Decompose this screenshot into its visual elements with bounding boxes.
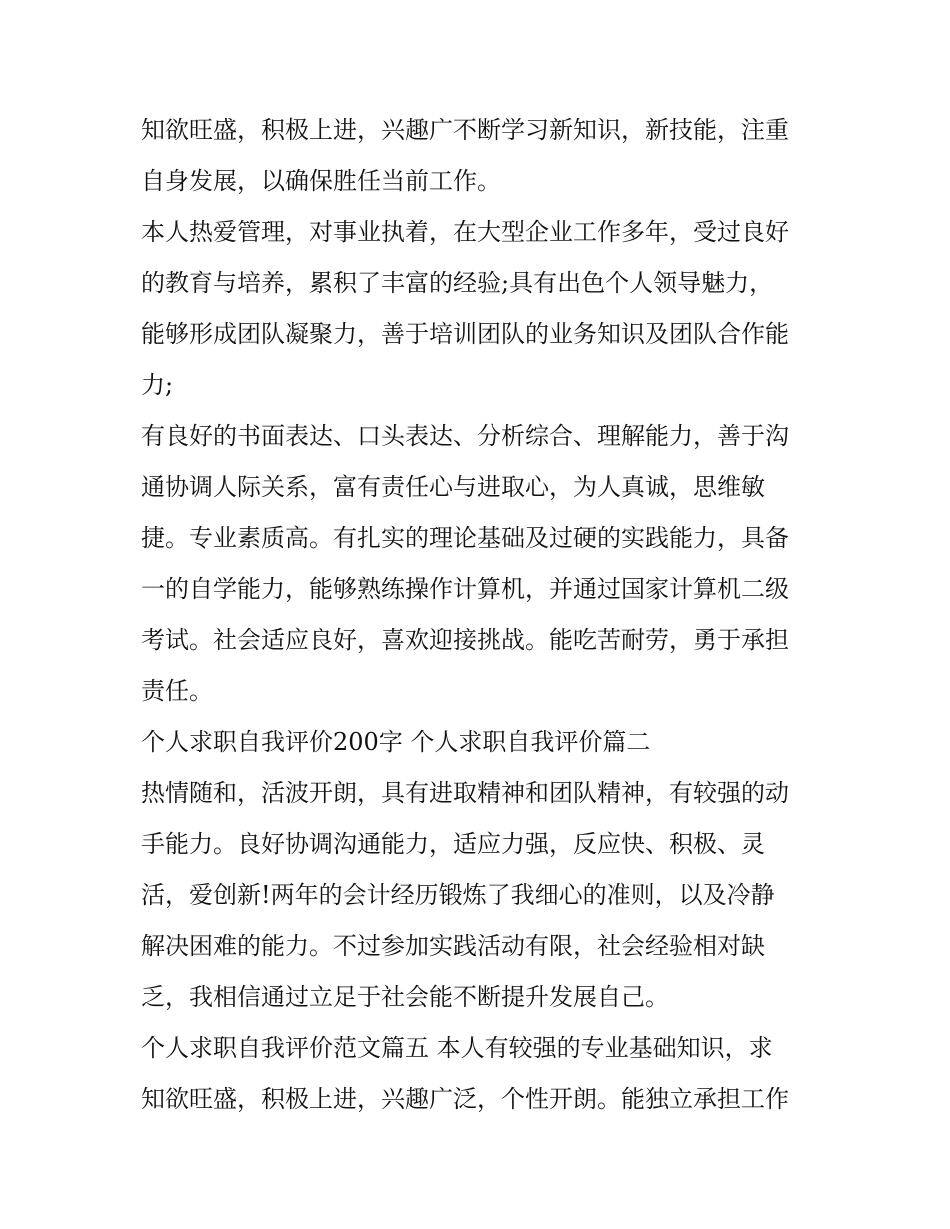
text-line: 个人求职自我评价范文篇五 本人有较强的专业基础知识，求	[141, 1034, 773, 1062]
text-line: 有良好的书面表达、口头表达、分析综合、理解能力，善于沟	[141, 422, 789, 450]
text-line: 乏，我相信通过立足于社会能不断提升发展自己。	[141, 983, 669, 1011]
text-line: 自身发展，以确保胜任当前工作。	[141, 167, 501, 195]
text-line: 能够形成团队凝聚力，善于培训团队的业务知识及团队合作能	[141, 320, 789, 348]
section-heading: 个人求职自我评价200字 个人求职自我评价篇二	[141, 728, 651, 756]
text-line: 力;	[141, 371, 174, 399]
text-line: 本人热爱管理，对事业执着，在大型企业工作多年，受过良好	[141, 218, 789, 246]
text-line: 考试。社会适应良好，喜欢迎接挑战。能吃苦耐劳，勇于承担	[141, 626, 789, 654]
text-line: 解决困难的能力。不过参加实践活动有限，社会经验相对缺	[141, 932, 765, 960]
text-line: 手能力。良好协调沟通能力，适应力强，反应快、积极、灵	[141, 830, 765, 858]
text-line: 活，爱创新!两年的会计经历锻炼了我细心的准则，以及冷静	[141, 881, 775, 909]
text-line: 一的自学能力，能够熟练操作计算机，并通过国家计算机二级	[141, 575, 789, 603]
text-line: 知欲旺盛，积极上进，兴趣广不断学习新知识，新技能，注重	[141, 116, 789, 144]
text-line: 的教育与培养，累积了丰富的经验;具有出色个人领导魅力，	[141, 269, 774, 297]
text-line: 知欲旺盛，积极上进，兴趣广泛，个性开朗。能独立承担工作	[141, 1085, 789, 1113]
text-line: 热情随和，活波开朗，具有进取精神和团队精神，有较强的动	[141, 779, 789, 807]
text-line: 捷。专业素质高。有扎实的理论基础及过硬的实践能力，具备	[141, 524, 789, 552]
text-line: 责任。	[141, 677, 213, 705]
text-line: 通协调人际关系，富有责任心与进取心，为人真诚，思维敏	[141, 473, 765, 501]
